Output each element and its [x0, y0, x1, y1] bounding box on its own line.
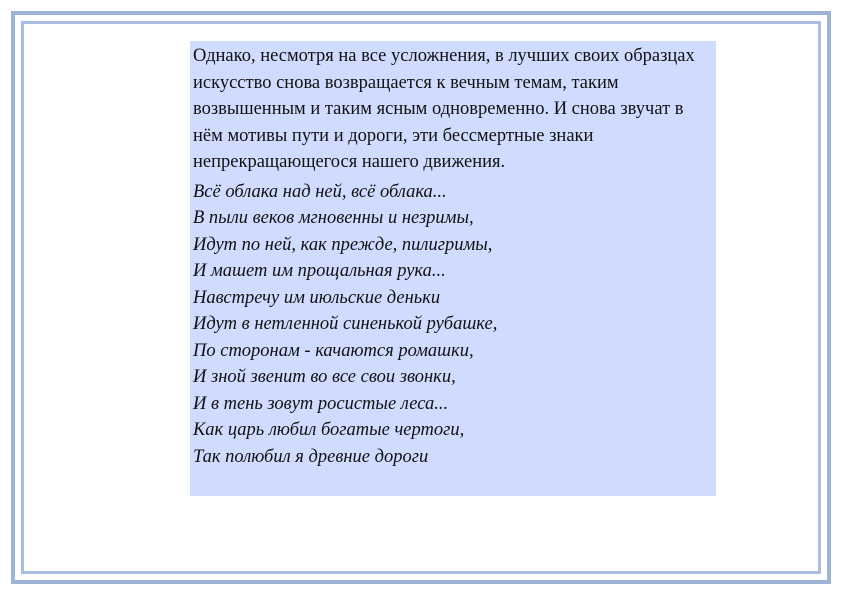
poem-line: В пыли веков мгновенны и незримы,: [193, 208, 474, 228]
poem-line: И машет им прощальная рука...: [193, 261, 446, 281]
text-box: [190, 41, 716, 496]
poem-line: Идут по ней, как прежде, пилигримы,: [193, 234, 493, 255]
poem-line: Навстречу им июльские деньки: [193, 287, 441, 308]
intro-paragraph: Однако, несмотря на все усложнения, в лучших своих образцах искусство снова возвращается к вечным темам, таким возвышенным и таким ясным одновременно. И снова звучат в нём мотивы пути и дороги, эти бессмертные знаки непрекращающегося нашего движения.: [193, 46, 695, 172]
poem-line: Так полюбил я древние дороги: [193, 446, 429, 467]
poem-line: Как царь любил богатые чертоги,: [193, 420, 465, 440]
poem-line: Идут в нетленной синенькой рубашке,: [193, 314, 498, 334]
poem-line: Всё облака над ней, всё облака...: [193, 181, 447, 202]
poem-line: И в тень зовут росистые леса...: [193, 393, 449, 414]
poem-line: И зной звенит во все свои звонки,: [193, 367, 456, 387]
poem-line: По сторонам - качаются ромашки,: [193, 340, 474, 361]
poem: [193, 179, 712, 471]
